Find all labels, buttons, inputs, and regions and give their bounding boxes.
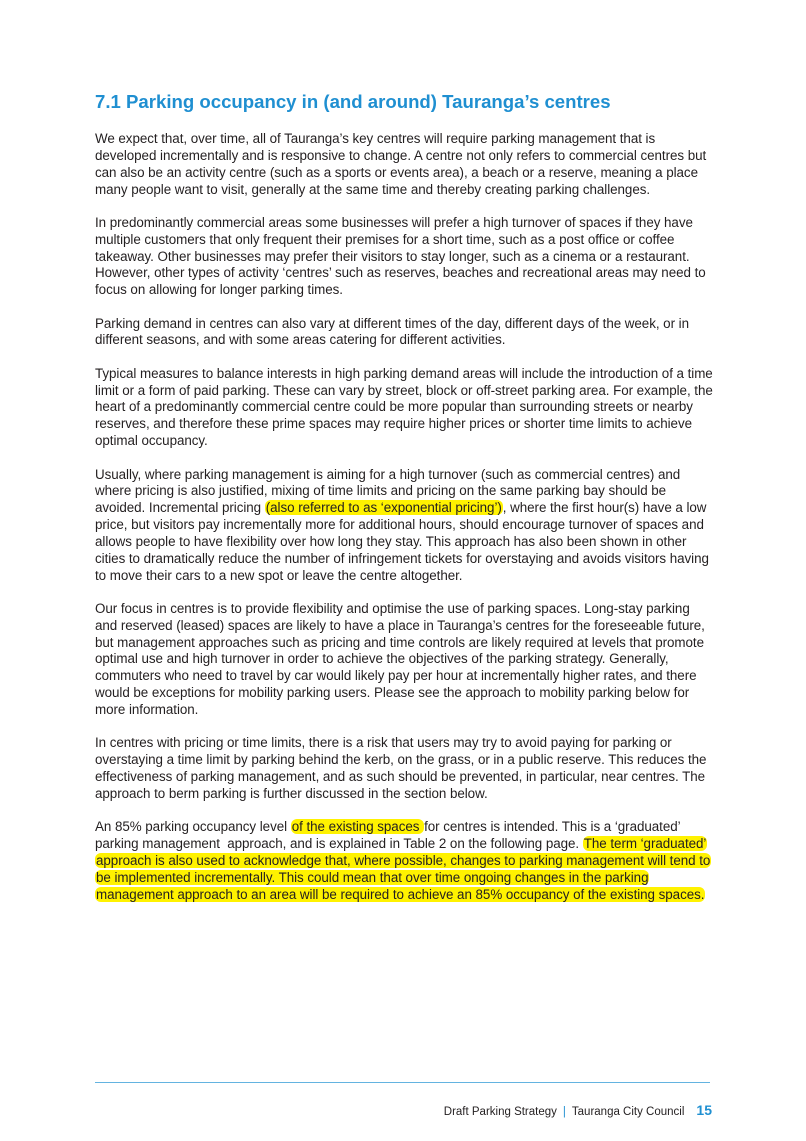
- page-number: 15: [696, 1102, 712, 1118]
- paragraph-4: Typical measures to balance interests in high parking demand areas will include the introduction of a time limit or a form of paid parking. These can vary by street, block or off-street parking area. For example, the heart of a predominantly commercial centre could be more popular than surrounding streets or nearby reserves, and therefore these prime spaces may require higher prices or shorter time limits to achieve optimal occupancy.: [95, 365, 713, 449]
- paragraph-8-text-a: An 85% parking occupancy level: [95, 819, 291, 835]
- paragraph-1: We expect that, over time, all of Tauranga’s key centres will require parking management that is developed incrementally and is responsive to change. A centre not only refers to commercial centres but can also be an activity centre (such as a sports or events area), a beach or a reserve, meaning a place many people want to visit, generally at the same time and thereby creating parking challenges.: [95, 131, 707, 197]
- paragraph-3: Parking demand in centres can also vary at different times of the day, different days of the week, or in different seasons, and with some areas catering for different activities.: [95, 315, 689, 348]
- footer-separator: |: [562, 1106, 566, 1118]
- page-footer: [444, 1102, 712, 1118]
- highlight-graduated-approach: The term ‘graduated’ approach is also used to acknowledge that, where possible, changes to parking management will tend to be implemented incrementally. This could mean that over time ongoing changes in the parking management approach to an area will be required to achieve an 85% occupancy of the existing spaces.: [96, 836, 711, 902]
- paragraph-5-text-c: , where the first hour(s) have a low price, but visitors pay incrementally more for additional hours, should encourage turnover of spaces and allows people to have flexibility over how long they stay. This approach has also been shown in other cities to dramatically reduce the number of infringement tickets for overstaying and avoids visitors having to move their cars to a new spot or leave the centre altogether.: [95, 500, 709, 583]
- paragraph-8: [95, 819, 715, 903]
- paragraph-6: Our focus in centres is to provide flexibility and optimise the use of parking spaces. Long-stay parking and reserved (leased) spaces are likely to have a place in Tauranga’s centres for the foreseeable future, but management approaches such as pricing and time controls are likely required at levels that promote optimal use and high turnover in order to achieve the objectives of the parking strategy. Generally, commuters who need to travel by car would likely pay per hour at incrementally higher rates, and there would be exceptions for mobility parking users. Please see the approach to mobility parking below for more information.: [95, 600, 705, 717]
- paragraph-2: In predominantly commercial areas some businesses will prefer a high turnover of spaces if they have multiple customers that only frequent their premises for a short time, such as a post office or coffee takeaway. Other businesses may prefer their visitors to stay longer, such as a cinema or a restaurant. However, other types of activity ‘centres’ such as reserves, beaches and recreational areas may need to focus on allowing for longer parking times.: [95, 214, 706, 298]
- footer-organisation: Tauranga City Council: [571, 1106, 685, 1118]
- section-heading: 7.1 Parking occupancy in (and around) Tauranga’s centres: [95, 91, 611, 112]
- paragraph-8-text-c: for centres is intended. This is a ‘graduated’ parking management approach, and is explained in Table 2 on the following page.: [95, 819, 681, 852]
- footer-document-title: Draft Parking Strategy: [443, 1106, 557, 1118]
- highlight-exponential-pricing: (also referred to as ‘exponential pricing’): [265, 500, 502, 516]
- page-content: [95, 90, 715, 920]
- paragraph-7: In centres with pricing or time limits, there is a risk that users may try to avoid paying for parking or overstaying a time limit by parking behind the kerb, on the grass, or in a public reserve. This reduces the effectiveness of parking management, and as such should be prevented, in particular, near centres. The approach to berm parking is further discussed in the section below.: [95, 735, 707, 801]
- footer-divider: [95, 1082, 710, 1083]
- paragraph-5-text-a: Usually, where parking management is aiming for a high turnover (such as commercial centres) and where pricing is also justified, mixing of time limits and pricing on the same parking bay should be avoided. Incremental pricing: [95, 466, 681, 516]
- highlight-existing-spaces: of the existing spaces: [291, 819, 424, 835]
- paragraph-5: [95, 467, 715, 585]
